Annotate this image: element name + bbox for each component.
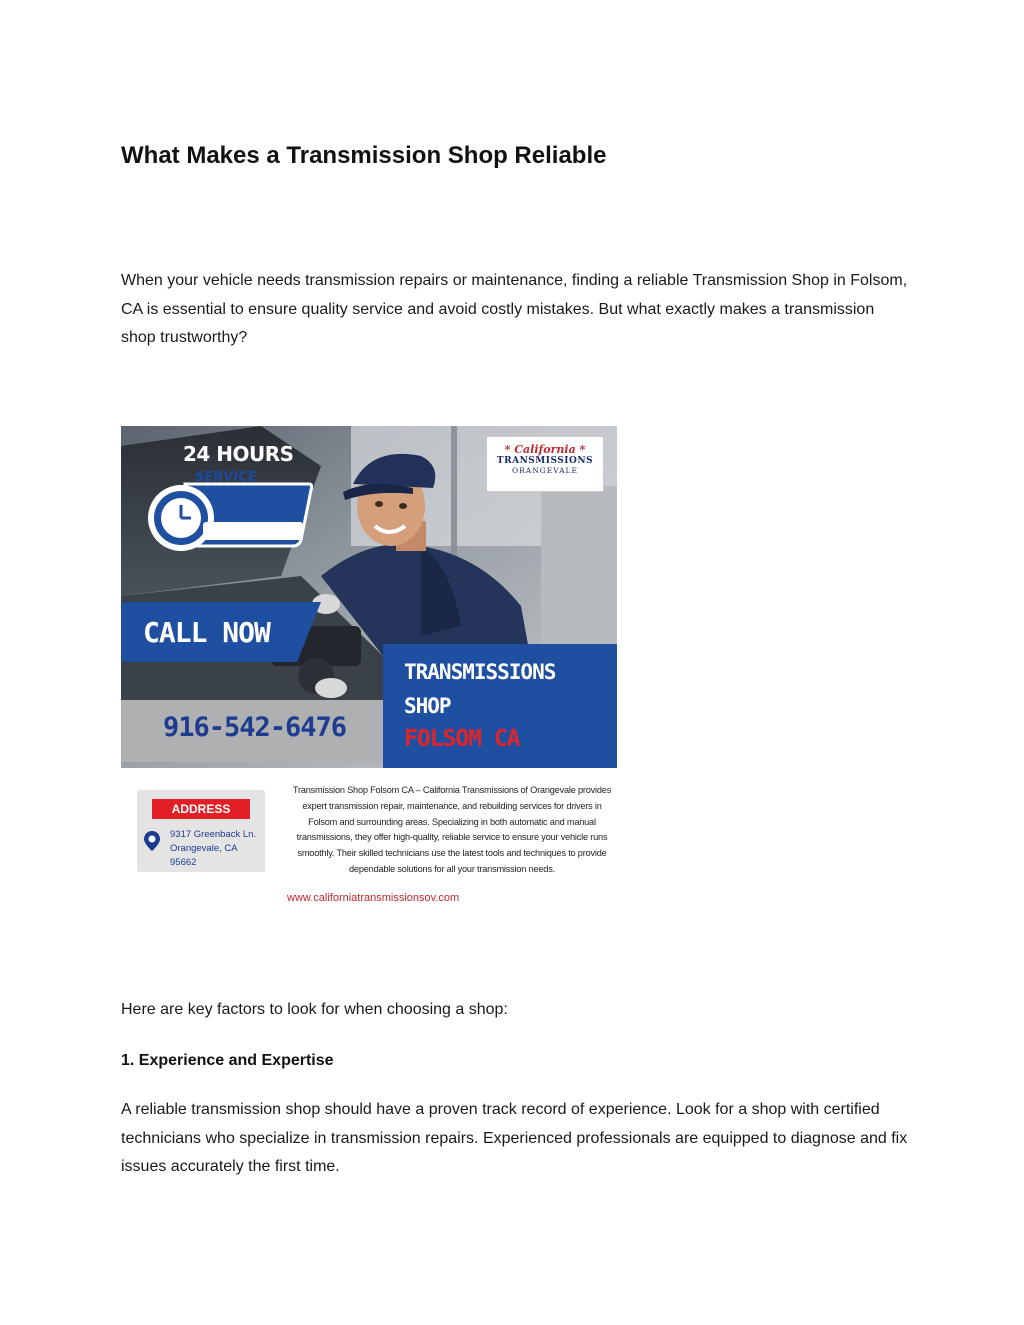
call-now-text: CALL NOW xyxy=(143,616,270,649)
website-url: www.californiatransmissionsov.com xyxy=(287,892,460,904)
section-body-experience: A reliable transmission shop should have a proven track record of experience. Look for a shop with certified technicians who specialize in transmission repairs. Experienced professionals are equipped to diagnose and fix issues accurately the first time. xyxy=(121,1101,908,1175)
logo-main-text: TRANSMISSIONS xyxy=(496,456,594,466)
shop-line-1: TRANSMISSIONS xyxy=(404,660,556,684)
ad-description: Transmission Shop Folsom CA – California Transmissions of Orangevale provides expert transmission repair, maintenance, and rebuilding services for drivers in Folsom and surrounding areas. Specializing in both automatic and manual transmissions, they offer high-quality, reliable service to ensure your vehicle runs smoothly. Their skilled technicians use the latest tools and techniques to provide dependable solutions for all your transmission needs. xyxy=(292,785,612,874)
address-label: ADDRESS xyxy=(152,799,250,819)
badge-service-text: SERVICE xyxy=(195,470,257,485)
phone-number: 916-542-6476 xyxy=(163,712,347,743)
factors-intro: Here are key factors to look for when choosing a shop: xyxy=(121,1001,508,1018)
shop-line-2: SHOP xyxy=(404,694,451,718)
logo-sub-text: ORANGEVALE xyxy=(511,466,579,475)
page-title: What Makes a Transmission Shop Reliable xyxy=(121,142,607,169)
24-hours-badge xyxy=(145,480,313,560)
location-pin-icon xyxy=(143,830,161,852)
badge-hours-text: 24 HOURS xyxy=(183,442,294,466)
address-text: 9317 Greenback Ln. Orangevale, CA 95662 xyxy=(170,829,257,868)
brand-logo xyxy=(486,436,604,492)
shop-line-3: FOLSOM CA xyxy=(404,726,520,752)
section-heading-experience: 1. Experience and Expertise xyxy=(121,1052,334,1069)
logo-script-text: * California * xyxy=(504,443,586,456)
ad-image xyxy=(121,426,617,920)
intro-paragraph: When your vehicle needs transmission repairs or maintenance, finding a reliable Transmission Shop in Folsom, CA is essential to ensure quality service and avoid costly mistakes. But what exactly makes a transmission shop trustworthy? xyxy=(121,272,908,346)
